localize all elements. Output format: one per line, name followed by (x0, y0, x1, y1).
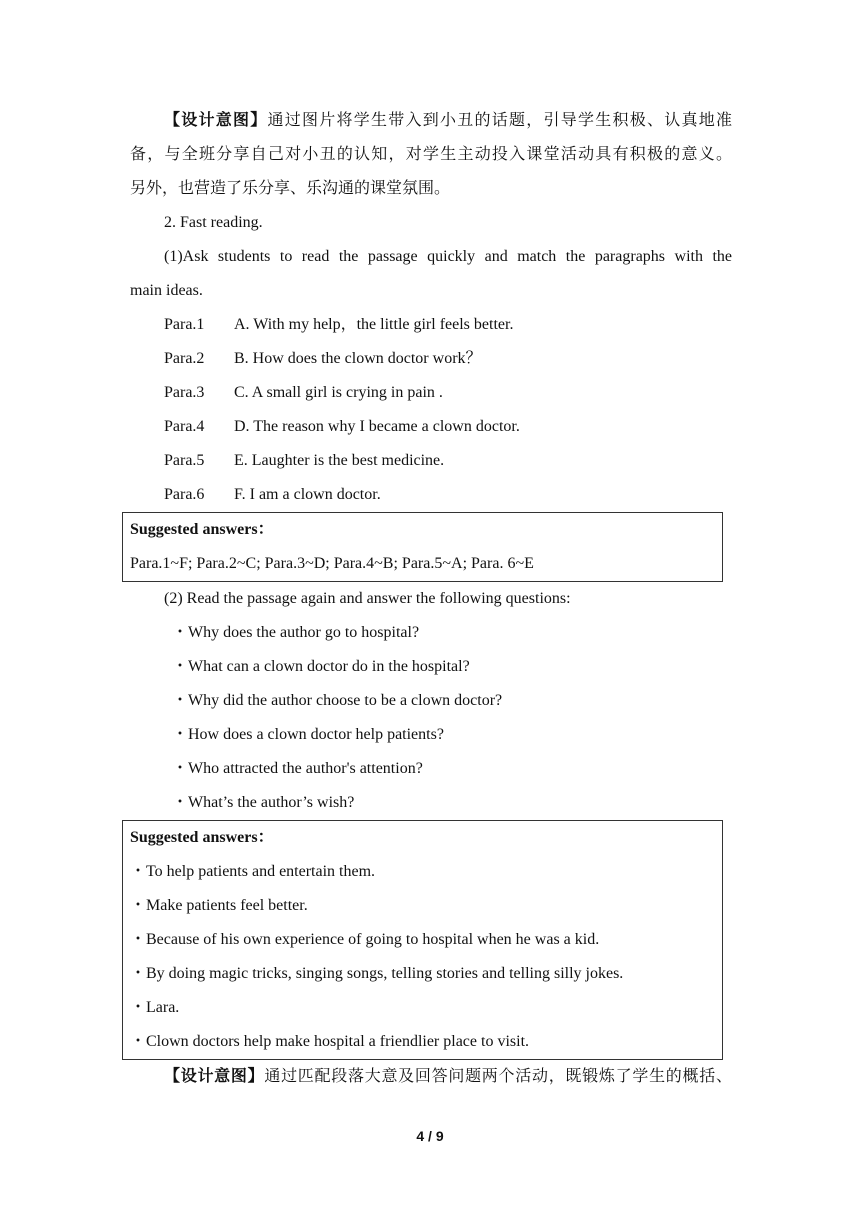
match-row: Para.6 F. I am a clown doctor. (164, 486, 381, 503)
match-row: Para.2 B. How does the clown doctor work？ (164, 350, 482, 367)
design-intent-label: 【设计意图】 (164, 112, 268, 129)
answers-box-title: Suggested answers： (130, 829, 274, 846)
match-row: Para.3 C. A small girl is crying in pain . (164, 384, 443, 401)
design-intent-1-line-1: 【设计意图】通过图片将学生带入到小丑的话题，引导学生积极、认真地准 (164, 112, 732, 129)
answers-box-text: Para.1~F; Para.2~C; Para.3~D; Para.4~B; Para.5~A; Para. 6~E (130, 555, 534, 572)
questions-instruction: (2) Read the passage again and answer the following questions: (164, 590, 571, 607)
match-row: Para.5 E. Laughter is the best medicine. (164, 452, 445, 469)
question-item: ・What’s the author’s wish? (172, 794, 355, 811)
question-item: ・Who attracted the author's attention? (172, 760, 423, 777)
question-item: ・What can a clown doctor do in the hospital? (172, 658, 470, 675)
match-row: Para.4 D. The reason why I became a clown doctor. (164, 418, 520, 435)
design-intent-label: 【设计意图】 (164, 1068, 265, 1085)
answer-item: ・Lara. (130, 999, 180, 1016)
answers-box-2 (122, 820, 723, 1060)
instruction-line-1: (1)Ask students to read the passage quickly and match the paragraphs with the (164, 248, 732, 265)
instruction-line-2: main ideas. (130, 282, 203, 299)
document-body (130, 104, 732, 1094)
match-row: Para.1 A. With my help，the little girl feels better. (164, 316, 514, 333)
design-intent-2-line-1: 【设计意图】通过匹配段落大意及回答问题两个活动，既锻炼了学生的概括、 (164, 1068, 732, 1085)
answer-item: ・By doing magic tricks, singing songs, telling stories and telling silly jokes. (130, 965, 624, 982)
question-item: ・Why did the author choose to be a clown doctor? (172, 692, 503, 709)
answer-item: ・Because of his own experience of going to hospital when he was a kid. (130, 931, 600, 948)
answer-item: ・To help patients and entertain them. (130, 863, 376, 880)
answers-box-1 (122, 512, 723, 582)
answers-box-title: Suggested answers： (130, 521, 274, 538)
answer-item: ・Clown doctors help make hospital a friendlier place to visit. (130, 1033, 530, 1050)
question-item: ・How does a clown doctor help patients? (172, 726, 444, 743)
page-number: 4 / 9 (416, 1128, 444, 1144)
design-intent-1-line-3: 另外，也营造了乐分享、乐沟通的课堂氛围。 (130, 180, 451, 197)
design-intent-1-line-2: 备，与全班分享自己对小丑的认知，对学生主动投入课堂活动具有积极的意义。 (130, 146, 732, 163)
answer-item: ・Make patients feel better. (130, 897, 308, 914)
fast-reading-heading: 2. Fast reading. (164, 214, 263, 231)
question-item: ・Why does the author go to hospital? (172, 624, 420, 641)
